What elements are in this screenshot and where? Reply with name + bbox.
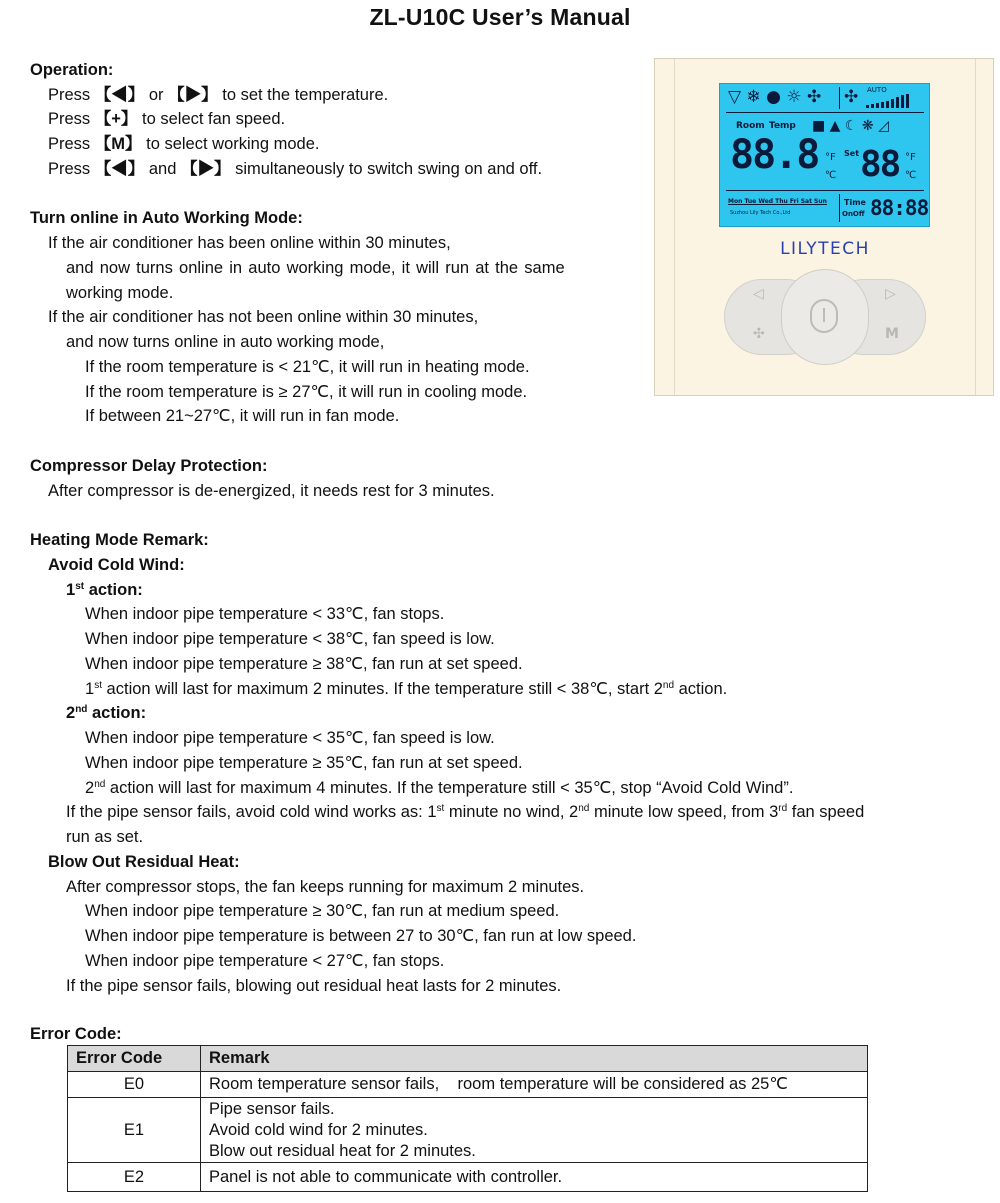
operation-line: Press 【+】 to select fan speed. [48, 110, 286, 128]
action1-text: 1st action will last for maximum 2 minutes. If the temperature still < 38℃, start 2nd action. [85, 680, 728, 698]
brand-logo: LILYTECH [780, 239, 870, 259]
compressor-text: After compressor is de-energized, it needs rest for 3 minutes. [48, 482, 495, 500]
table-row [68, 1163, 868, 1192]
fan-icon: ✣ [753, 326, 765, 342]
column-header-remark: Remark [201, 1046, 868, 1072]
auto-mode-text: If between 21~27℃, it will run in fan mode. [85, 407, 400, 425]
fan-icon: ✣ [844, 87, 859, 107]
heating-heading: Heating Mode Remark: [30, 531, 209, 549]
auto-mode-text: If the air conditioner has been online within 30 minutes, [48, 234, 451, 252]
error-code-heading: Error Code: [30, 1025, 122, 1043]
fan-speed-bars-icon [866, 94, 918, 108]
avoid-cold-wind-heading: Avoid Cold Wind: [48, 556, 185, 574]
action1-heading: 1st action: [66, 581, 143, 599]
action1-text: When indoor pipe temperature < 38℃, fan speed is low. [85, 630, 495, 648]
auto-mode-text: and now turns online in auto working mode, [66, 333, 385, 351]
remark-cell: Room temperature sensor fails, room temperature will be considered as 25℃ [201, 1072, 868, 1098]
blow-out-text: If the pipe sensor fails, blowing out residual heat lasts for 2 minutes. [66, 977, 562, 995]
action1-text: When indoor pipe temperature < 33℃, fan stops. [85, 605, 445, 623]
remark-cell: Pipe sensor fails. Avoid cold wind for 2 minutes. Blow out residual heat for 2 minutes. [201, 1098, 868, 1163]
lcd-display: ▽ ❄ ● ☼ ✣ ✣ AUTO Room Temp ■ ▲ ☾ ❋ ◿ 88.8 °F ℃ Set 88 °F ℃ Mon Tue Wed Thu Fri Sat Sun Suzhou Lily Tech Co.,Ltd Time OnOff 88:88 [719, 83, 930, 227]
action2-text: When indoor pipe temperature ≥ 35℃, fan run at set speed. [85, 754, 523, 772]
action2-text: 2nd action will last for maximum 4 minutes. If the temperature still < 35℃, stop “Avoid Cold Wind”. [85, 779, 794, 797]
error-code-cell: E0 [68, 1072, 201, 1098]
error-code-cell: E2 [68, 1163, 201, 1192]
page-title: ZL-U10C User’s Manual [369, 4, 631, 30]
pipe-sensor-fail-text: run as set. [66, 828, 144, 846]
mode-icons: ▽ ❄ ● ☼ ✣ [728, 87, 822, 107]
auto-mode-text: and now turns online in auto working mode, it will run at the same [66, 259, 565, 277]
action2-heading: 2nd action: [66, 704, 147, 722]
action2-text: When indoor pipe temperature < 35℃, fan speed is low. [85, 729, 495, 747]
pipe-sensor-fail-text: If the pipe sensor fails, avoid cold wind works as: 1st minute no wind, 2nd minute low speed, from 3rd fan speed [66, 803, 865, 821]
operation-heading: Operation: [30, 61, 114, 79]
blow-out-text: When indoor pipe temperature is between 27 to 30℃, fan run at low speed. [85, 927, 637, 945]
status-icons: ■ ▲ ☾ ❋ ◿ [812, 118, 889, 134]
column-header-code: Error Code [68, 1046, 201, 1072]
auto-mode-text: If the air conditioner has not been online within 30 minutes, [48, 308, 479, 326]
error-code-cell: E1 [68, 1098, 201, 1163]
table-header-row [68, 1046, 868, 1072]
blow-out-text: After compressor stops, the fan keeps running for maximum 2 minutes. [66, 878, 585, 896]
blow-out-text: When indoor pipe temperature ≥ 30℃, fan run at medium speed. [85, 902, 560, 920]
blow-out-text: When indoor pipe temperature < 27℃, fan stops. [85, 952, 445, 970]
auto-mode-text: If the room temperature is < 21℃, it will run in heating mode. [85, 358, 530, 376]
auto-mode-text: working mode. [66, 284, 174, 302]
mode-m-icon: M [885, 326, 899, 342]
blow-out-heading: Blow Out Residual Heat: [48, 853, 240, 871]
auto-mode-text: If the room temperature is ≥ 27℃, it will run in cooling mode. [85, 383, 528, 401]
table-row [68, 1098, 868, 1163]
thermostat-image [654, 58, 994, 396]
right-arrow-icon: ▷ [885, 286, 896, 302]
left-arrow-icon: ◁ [753, 286, 764, 302]
remark-cell: Panel is not able to communicate with controller. [201, 1163, 868, 1192]
auto-mode-heading: Turn online in Auto Working Mode: [30, 209, 303, 227]
operation-line: Press 【◀】 or 【▶】 to set the temperature. [48, 86, 389, 104]
power-icon [810, 299, 838, 333]
operation-line: Press 【M】 to select working mode. [48, 135, 320, 153]
table-row [68, 1072, 868, 1098]
operation-line: Press 【◀】 and 【▶】 simultaneously to switch swing on and off. [48, 160, 543, 178]
compressor-heading: Compressor Delay Protection: [30, 457, 268, 475]
action1-text: When indoor pipe temperature ≥ 38℃, fan run at set speed. [85, 655, 523, 673]
error-code-table [67, 1045, 868, 1192]
